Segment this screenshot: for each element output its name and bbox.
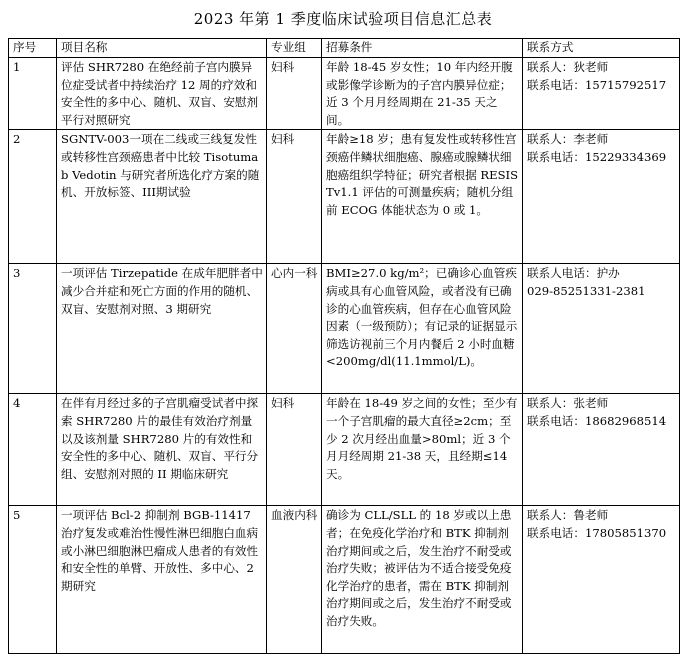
cell-project-name: 一项评估 Tirzepatide 在成年肥胖者中减少合并症和死亡方面的作用的随机、双盲、安慰剂对照、3 期研究 [57,264,267,394]
contact-person: 联系人：张老师 [527,396,609,411]
contact-person: 联系人电话：护办 [527,266,620,281]
cell-group: 血液内科 [267,506,322,654]
cell-criteria: 年龄在 18-49 岁之间的女性；至少有一个子宫肌瘤的最大直径≥2cm；至少 2 次月经出血量>80ml；近 3 个月月经周期 21-38 天，且经期≤14 天。 [322,394,523,506]
cell-contact [523,264,680,394]
cell-criteria: 年龄 18-45 岁女性；10 年内经开腹或影像学诊断为的子宫内膜异位症；近 3 个月月经周期在 21-35 天之间。 [322,58,523,130]
cell-contact [523,506,680,654]
table-row [9,394,680,506]
cell-group: 妇科 [267,58,322,130]
header-group: 专业组 [267,39,322,58]
cell-contact [523,130,680,264]
contact-person: 联系人：鲁老师 [527,508,609,523]
table-row [9,264,680,394]
contact-phone: 联系电话：15715792517 [527,77,667,92]
cell-criteria: 确诊为 CLL/SLL 的 18 岁或以上患者；在免疫化学治疗和 BTK 抑制剂治疗期间或之后，发生治疗不耐受或治疗失败；被评估为不适合接受免疫化学治疗的患者，需在 BTK 抑制剂治疗期间或之后，发生治疗不耐受或治疗失败。 [322,506,523,654]
document-title: 2023 年第 1 季度临床试验项目信息汇总表 [193,10,493,28]
cell-no: 2 [9,130,57,264]
cell-no: 3 [9,264,57,394]
cell-criteria: BMI≥27.0 kg/m²；已确诊心血管疾病或具有心血管风险，或者没有已确诊的心血管疾病，但存在心血管风险因素（一级预防）；有记录的证据显示筛选访视前三个月内餐后 2 小时血糖<200mg/dl(11.1mmol/L)。 [322,264,523,394]
contact-phone: 029-85251331-2381 [527,283,646,298]
cell-project-name: SGNTV-003一项在二线或三线复发性或转移性宫颈癌患者中比较 Tisotumab Vedotin 与研究者所选化疗方案的随机、开放标签、III期试验 [57,130,267,264]
contact-person: 联系人：狄老师 [527,60,609,74]
clinical-trials-table [8,38,680,654]
table-row [9,130,680,264]
header-no: 序号 [9,39,57,58]
cell-group: 妇科 [267,130,322,264]
cell-contact [523,58,680,130]
cell-no: 1 [9,58,57,130]
cell-group: 心内一科 [267,264,322,394]
contact-phone: 联系电话：15229334369 [527,149,667,164]
contact-phone: 联系电话：17805851370 [527,525,667,540]
cell-no: 4 [9,394,57,506]
cell-contact [523,394,680,506]
cell-criteria: 年龄≥18 岁；患有复发性或转移性宫颈癌伴鳞状细胞癌、腺癌或腺鳞状细胞癌组织学特征；研究者根据 RESISTv1.1 评估的可测量疾病；随机分组前 ECOG 体能状态为 0 或 1。 [322,130,523,264]
cell-project-name: 一项评估 Bcl-2 抑制剂 BGB-11417 治疗复发或难治性慢性淋巴细胞白血病或小淋巴细胞淋巴瘤成人患者的有效性和安全性的单臂、开放性、多中心、2 期研究 [57,506,267,654]
header-criteria: 招募条件 [322,39,523,58]
cell-project-name: 评估 SHR7280 在绝经前子宫内膜异位症受试者中持续治疗 12 周的疗效和安全性的多中心、随机、双盲、安慰剂平行对照研究 [57,58,267,130]
table-row [9,58,680,130]
cell-project-name: 在伴有月经过多的子宫肌瘤受试者中探索 SHR7280 片的最佳有效治疗剂量以及该剂量 SHR7280 片的有效性和安全性的多中心、随机、双盲、平行分组、安慰剂对照的 II 期临床研究 [57,394,267,506]
table-header-row [9,39,680,58]
cell-no: 5 [9,506,57,654]
contact-person: 联系人：李老师 [527,132,609,147]
header-project-name: 项目名称 [57,39,267,58]
cell-group: 妇科 [267,394,322,506]
contact-phone: 联系电话：18682968514 [527,413,667,428]
header-contact: 联系方式 [523,39,680,58]
table-row [9,506,680,654]
